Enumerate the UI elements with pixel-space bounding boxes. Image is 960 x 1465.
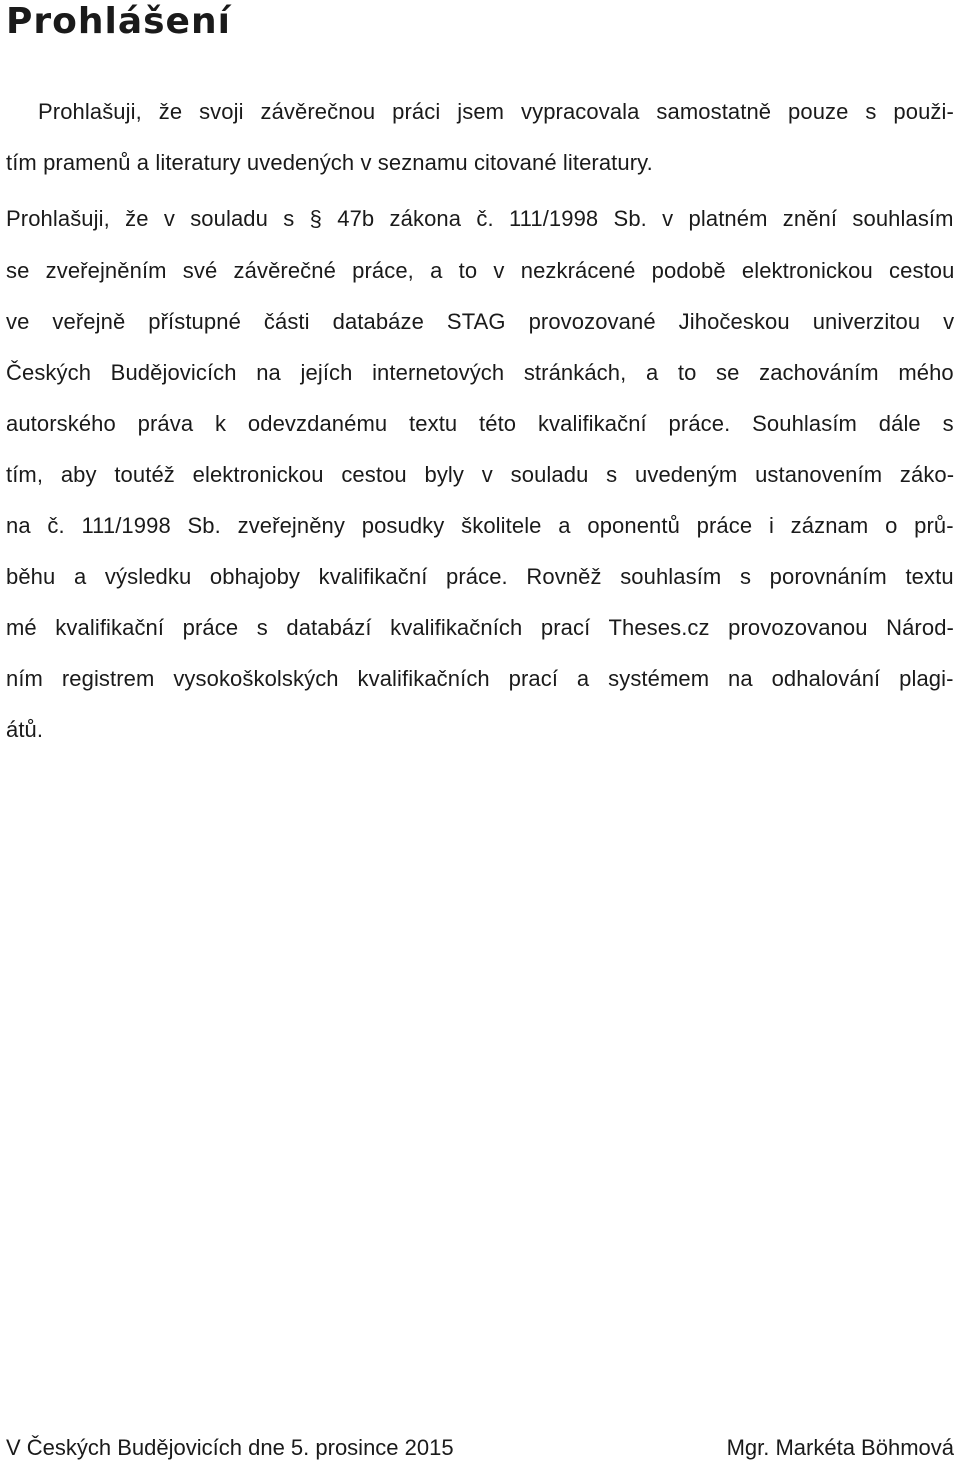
text-line: se zveřejněním své závěrečné práce, a to v nezkrácené podobě elektronickou cestou [6, 258, 955, 283]
text-line: Prohlašuji, že v souladu s § 47b zákona č. 111/1998 Sb. v platném znění souhlasím [6, 206, 954, 231]
text-line: na č. 111/1998 Sb. zveřejněny posudky školitele a oponentů práce i záznam o prů- [6, 513, 954, 538]
text-line: átů. [6, 717, 44, 742]
text-line: mé kvalifikační práce s databází kvalifikačních prací Theses.cz provozovanou Národ- [6, 615, 954, 640]
text-line: Českých Budějovicích na jejích internetových stránkách, a to se zachováním mého [6, 360, 954, 385]
place-date: V Českých Budějovicích dne 5. prosince 2015 [6, 1435, 454, 1460]
text-line: tím, aby toutéž elektronickou cestou byly v souladu s uvedeným ustanovením záko- [6, 462, 955, 487]
author-name: Mgr. Markéta Böhmová [726, 1435, 954, 1460]
text-line: autorského práva k odevzdanému textu této kvalifikační práce. Souhlasím dále s [6, 411, 954, 436]
text-line: běhu a výsledku obhajoby kvalifikační práce. Rovněž souhlasím s porovnáním textu [6, 564, 954, 589]
text-line: tím pramenů a literatury uvedených v seznamu citované literatury. [6, 150, 653, 175]
page-title: Prohlášení [6, 1, 231, 42]
text-line: ním registrem vysokoškolských kvalifikačních prací a systémem na odhalování plagi- [6, 666, 954, 691]
text-line: ve veřejně přístupné části databáze STAG provozované Jihočeskou univerzitou v [6, 309, 955, 334]
text-line: Prohlašuji, že svoji závěrečnou práci jsem vypracovala samostatně pouze s použi- [38, 99, 954, 124]
